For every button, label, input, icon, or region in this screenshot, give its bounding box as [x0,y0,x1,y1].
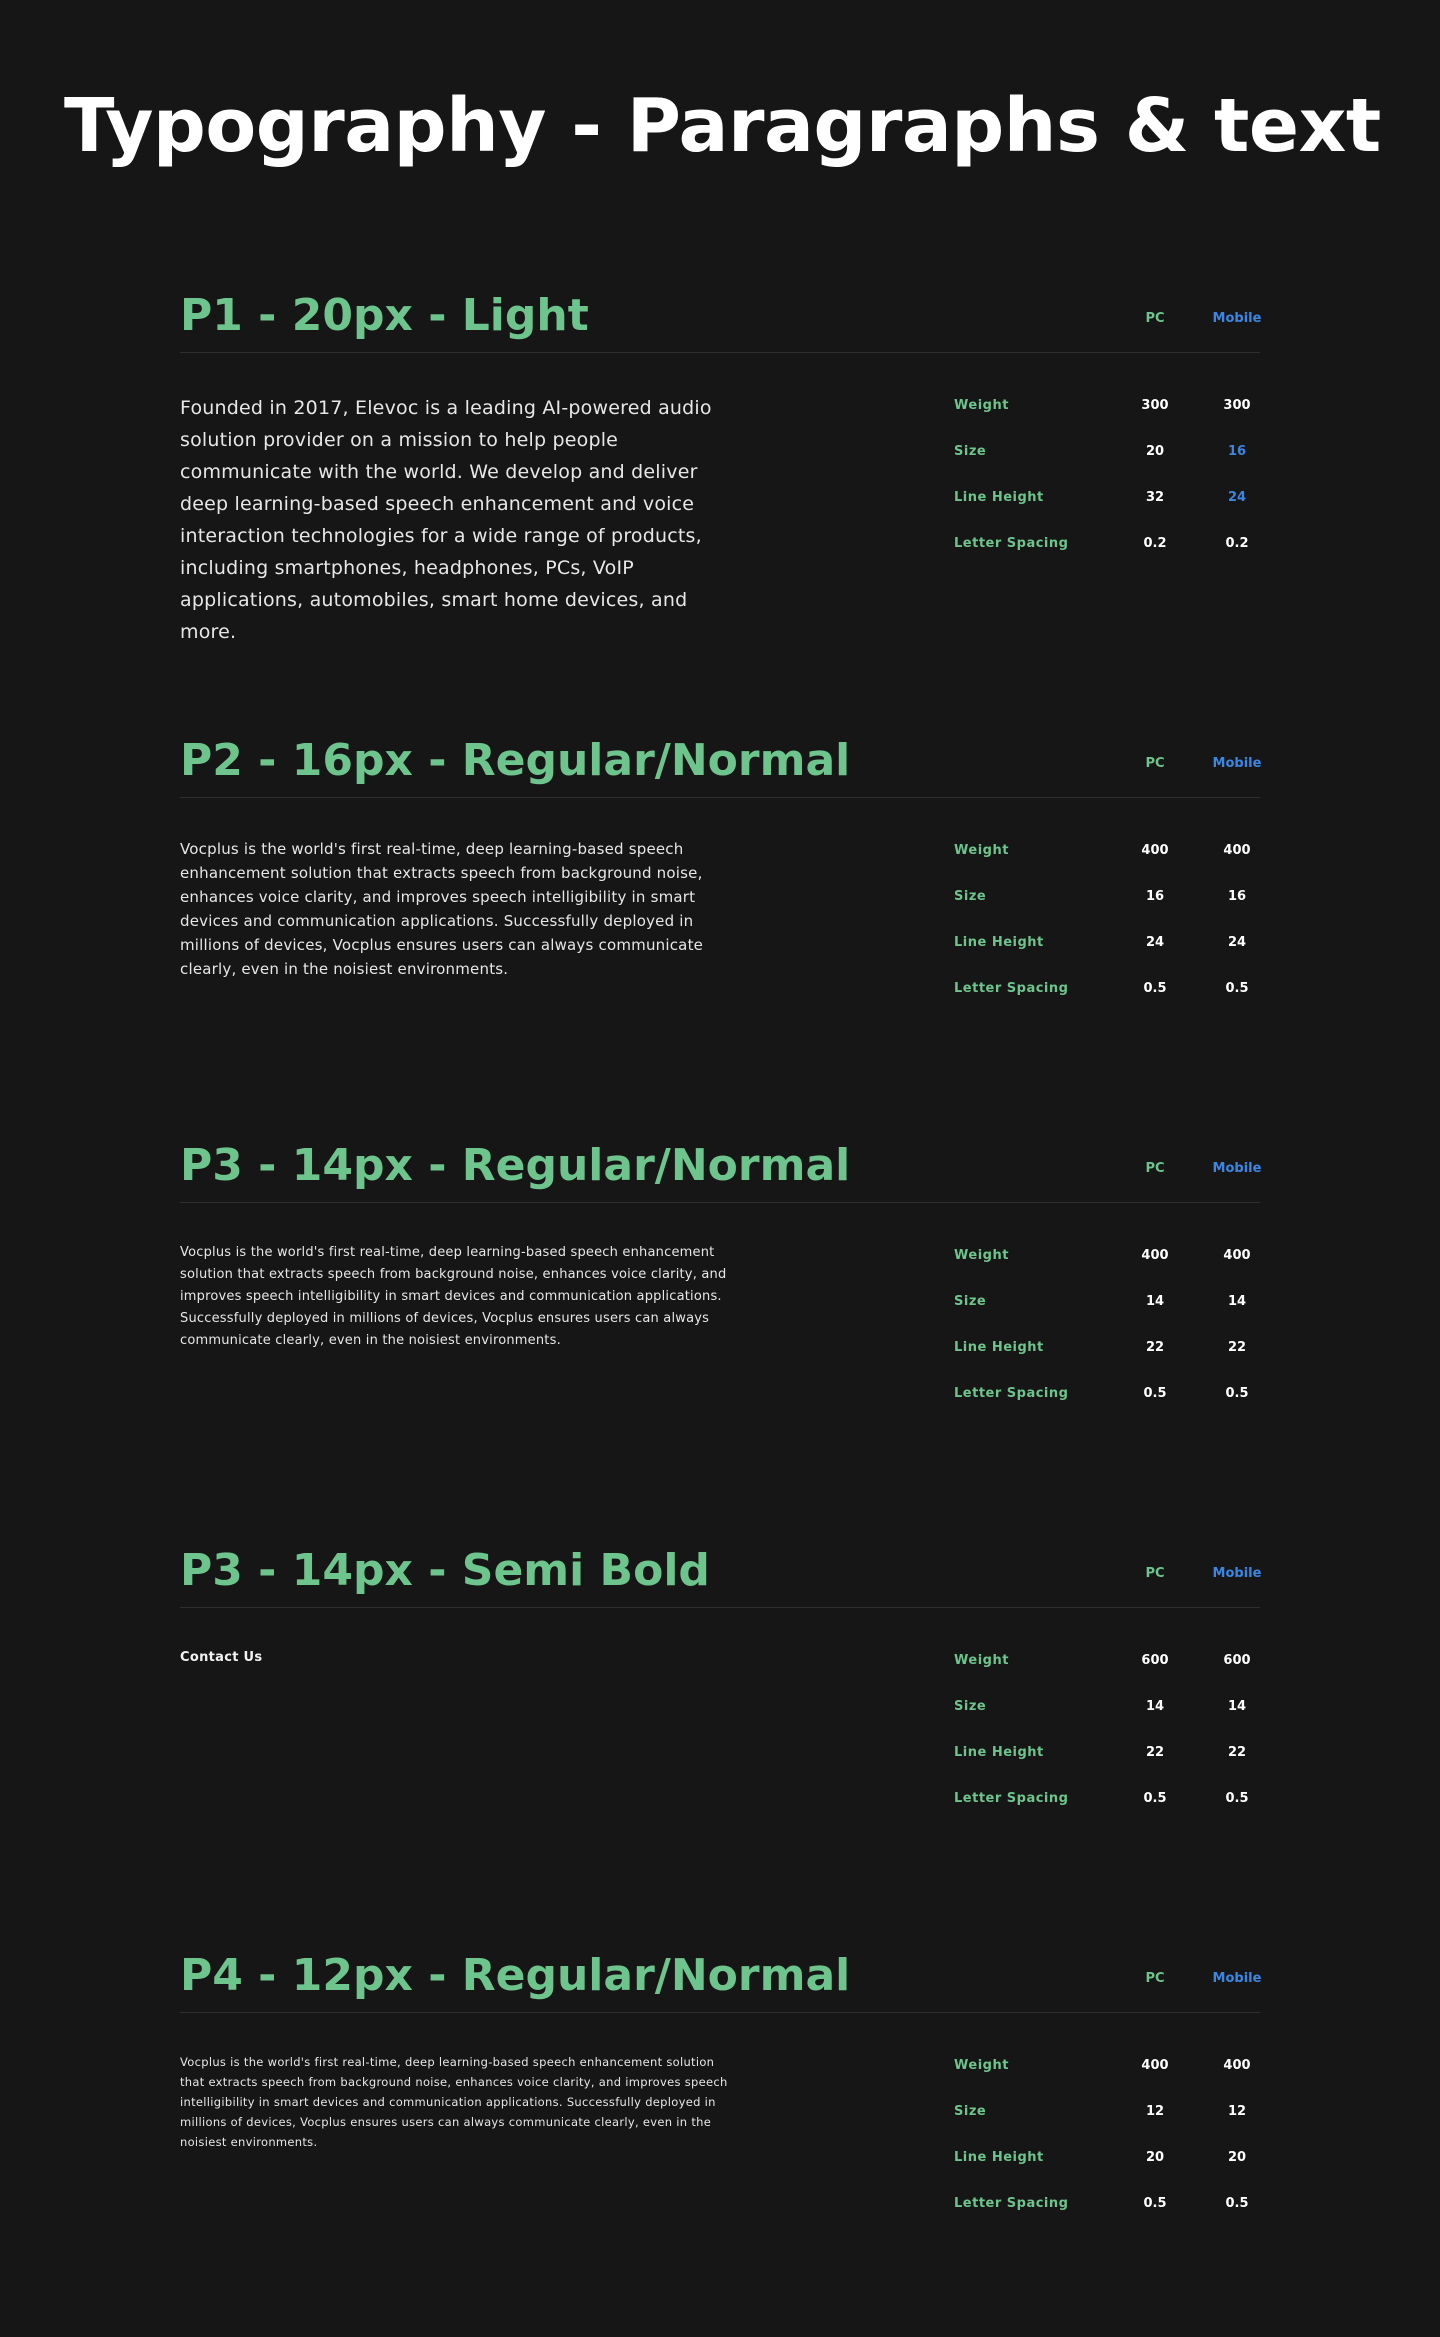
mobile-column-header: Mobile [1212,1971,1262,1986]
spec-mobile-value: 0.5 [1225,1791,1249,1806]
spec-row-size [954,2102,1260,2122]
spec-row-letter-spacing [954,2194,1260,2214]
spec-pc-value: 22 [1145,1745,1165,1760]
section-title: P2 - 16px - Regular/Normal [180,735,851,786]
spec-mobile-value: 400 [1223,2058,1251,2073]
spec-pc-value: 400 [1141,2058,1169,2073]
spec-pc-value: 14 [1145,1699,1165,1714]
pc-column-header: PC [1145,756,1165,771]
section-title: P4 - 12px - Regular/Normal [180,1950,851,2001]
spec-pc-value: 24 [1145,935,1165,950]
spec-label: Letter Spacing [954,1386,1069,1401]
section-header [180,735,1260,798]
mobile-column-header: Mobile [1212,311,1262,326]
spec-pc-value: 0.5 [1143,2196,1167,2211]
section-p3-regular [180,1140,1262,1401]
spec-mobile-value: 14 [1227,1294,1247,1309]
spec-pc-value: 12 [1145,2104,1165,2119]
spec-label: Size [954,1699,987,1714]
spec-row-line-height [954,488,1260,508]
spec-mobile-value: 20 [1227,2150,1247,2165]
spec-label: Weight [954,1248,1009,1263]
section-p4 [180,1950,1262,2211]
spec-label: Weight [954,843,1009,858]
section-p1 [180,290,1262,643]
sample-text-contact-us: Contact Us [180,1650,263,1665]
section-p3-semibold [180,1545,1262,1806]
section-header [180,1545,1260,1608]
spec-row-weight [954,1246,1260,1266]
spec-mobile-value: 24 [1227,490,1247,505]
spec-label: Size [954,889,987,904]
mobile-column-header: Mobile [1212,1566,1262,1581]
spec-pc-value: 0.5 [1143,1791,1167,1806]
sample-paragraph: Vocplus is the world's first real-time, deep learning-based speech enhancement solution that extracts speech from background noise, enhances voice clarity, and improves speech intelligibility in smart devices and communication applications. Successfully deployed in millions of devices, Vocplus ensures users can always communicate clearly, even in the noisiest environments. [180,1245,727,1348]
spec-row-size [954,1697,1260,1717]
spec-row-weight [954,841,1260,861]
spec-label: Weight [954,398,1009,413]
spec-row-size [954,1292,1260,1312]
spec-pc-value: 14 [1145,1294,1165,1309]
spec-row-weight [954,1651,1260,1671]
spec-mobile-value: 0.5 [1225,1386,1249,1401]
sample-paragraph: Founded in 2017, Elevoc is a leading AI-powered audio solution provider on a mission to help people communicate with the world. We develop and deliver deep learning-based speech enhancement and voice interaction technologies for a wide range of products, including smartphones, headphones, PCs, VoIP applications, automobiles, smart home devices, and more. [180,397,712,643]
spec-row-weight [954,2056,1260,2076]
sample-paragraph: Vocplus is the world's first real-time, deep learning-based speech enhancement solution that extracts speech from background noise, enhances voice clarity, and improves speech intelligibility in smart devices and communication applications. Successfully deployed in millions of devices, Vocplus ensures users can always communicate clearly, even in the noisiest environments. [180,2055,728,2149]
spec-label: Line Height [954,1340,1044,1355]
spec-pc-value: 0.5 [1143,981,1167,996]
spec-pc-value: 300 [1141,398,1169,413]
spec-row-line-height [954,1338,1260,1358]
spec-row-letter-spacing [954,979,1260,999]
spec-pc-value: 400 [1141,843,1169,858]
spec-label: Letter Spacing [954,1791,1069,1806]
spec-mobile-value: 24 [1227,935,1247,950]
spec-row-line-height [954,1743,1260,1763]
spec-mobile-value: 16 [1227,444,1247,459]
spec-row-size [954,442,1260,462]
spec-label: Letter Spacing [954,2196,1069,2211]
spec-pc-value: 20 [1145,444,1165,459]
spec-pc-value: 0.5 [1143,1386,1167,1401]
spec-mobile-value: 0.2 [1225,536,1249,551]
spec-row-line-height [954,2148,1260,2168]
section-title: P3 - 14px - Regular/Normal [180,1140,851,1191]
mobile-column-header: Mobile [1212,1161,1262,1176]
spec-row-size [954,887,1260,907]
spec-mobile-value: 600 [1223,1653,1251,1668]
spec-mobile-value: 300 [1223,398,1251,413]
spec-row-letter-spacing [954,534,1260,554]
spec-mobile-value: 22 [1227,1745,1247,1760]
spec-label: Weight [954,2058,1009,2073]
page-title: Typography - Paragraphs & text [64,83,1381,169]
spec-mobile-value: 14 [1227,1699,1247,1714]
spec-row-letter-spacing [954,1384,1260,1404]
spec-label: Line Height [954,1745,1044,1760]
spec-label: Line Height [954,2150,1044,2165]
spec-mobile-value: 0.5 [1225,981,1249,996]
pc-column-header: PC [1145,311,1165,326]
pc-column-header: PC [1145,1971,1165,1986]
section-title: P1 - 20px - Light [180,290,589,341]
spec-pc-value: 600 [1141,1653,1169,1668]
mobile-column-header: Mobile [1212,756,1262,771]
spec-label: Weight [954,1653,1009,1668]
spec-mobile-value: 0.5 [1225,2196,1249,2211]
spec-pc-value: 0.2 [1143,536,1167,551]
spec-pc-value: 400 [1141,1248,1169,1263]
spec-mobile-value: 16 [1227,889,1247,904]
section-header [180,1140,1260,1203]
spec-label: Size [954,444,987,459]
spec-label: Line Height [954,935,1044,950]
spec-row-weight [954,396,1260,416]
pc-column-header: PC [1145,1566,1165,1581]
spec-mobile-value: 400 [1223,843,1251,858]
spec-label: Line Height [954,490,1044,505]
section-p2 [180,735,1262,996]
spec-pc-value: 20 [1145,2150,1165,2165]
spec-mobile-value: 22 [1227,1340,1247,1355]
sample-paragraph: Vocplus is the world's first real-time, deep learning-based speech enhancement solution that extracts speech from background noise, enhances voice clarity, and improves speech intelligibility in smart devices and communication applications. Successfully deployed in millions of devices, Vocplus ensures users can always communicate clearly, even in the noisiest environments. [180,840,704,978]
spec-mobile-value: 400 [1223,1248,1251,1263]
section-header [180,290,1260,353]
spec-row-letter-spacing [954,1789,1260,1809]
section-title: P3 - 14px - Semi Bold [180,1545,710,1596]
spec-pc-value: 32 [1145,490,1165,505]
spec-row-line-height [954,933,1260,953]
spec-label: Letter Spacing [954,981,1069,996]
spec-pc-value: 16 [1145,889,1165,904]
pc-column-header: PC [1145,1161,1165,1176]
section-header [180,1950,1260,2013]
spec-mobile-value: 12 [1227,2104,1247,2119]
spec-label: Size [954,2104,987,2119]
spec-pc-value: 22 [1145,1340,1165,1355]
spec-label: Size [954,1294,987,1309]
spec-label: Letter Spacing [954,536,1069,551]
